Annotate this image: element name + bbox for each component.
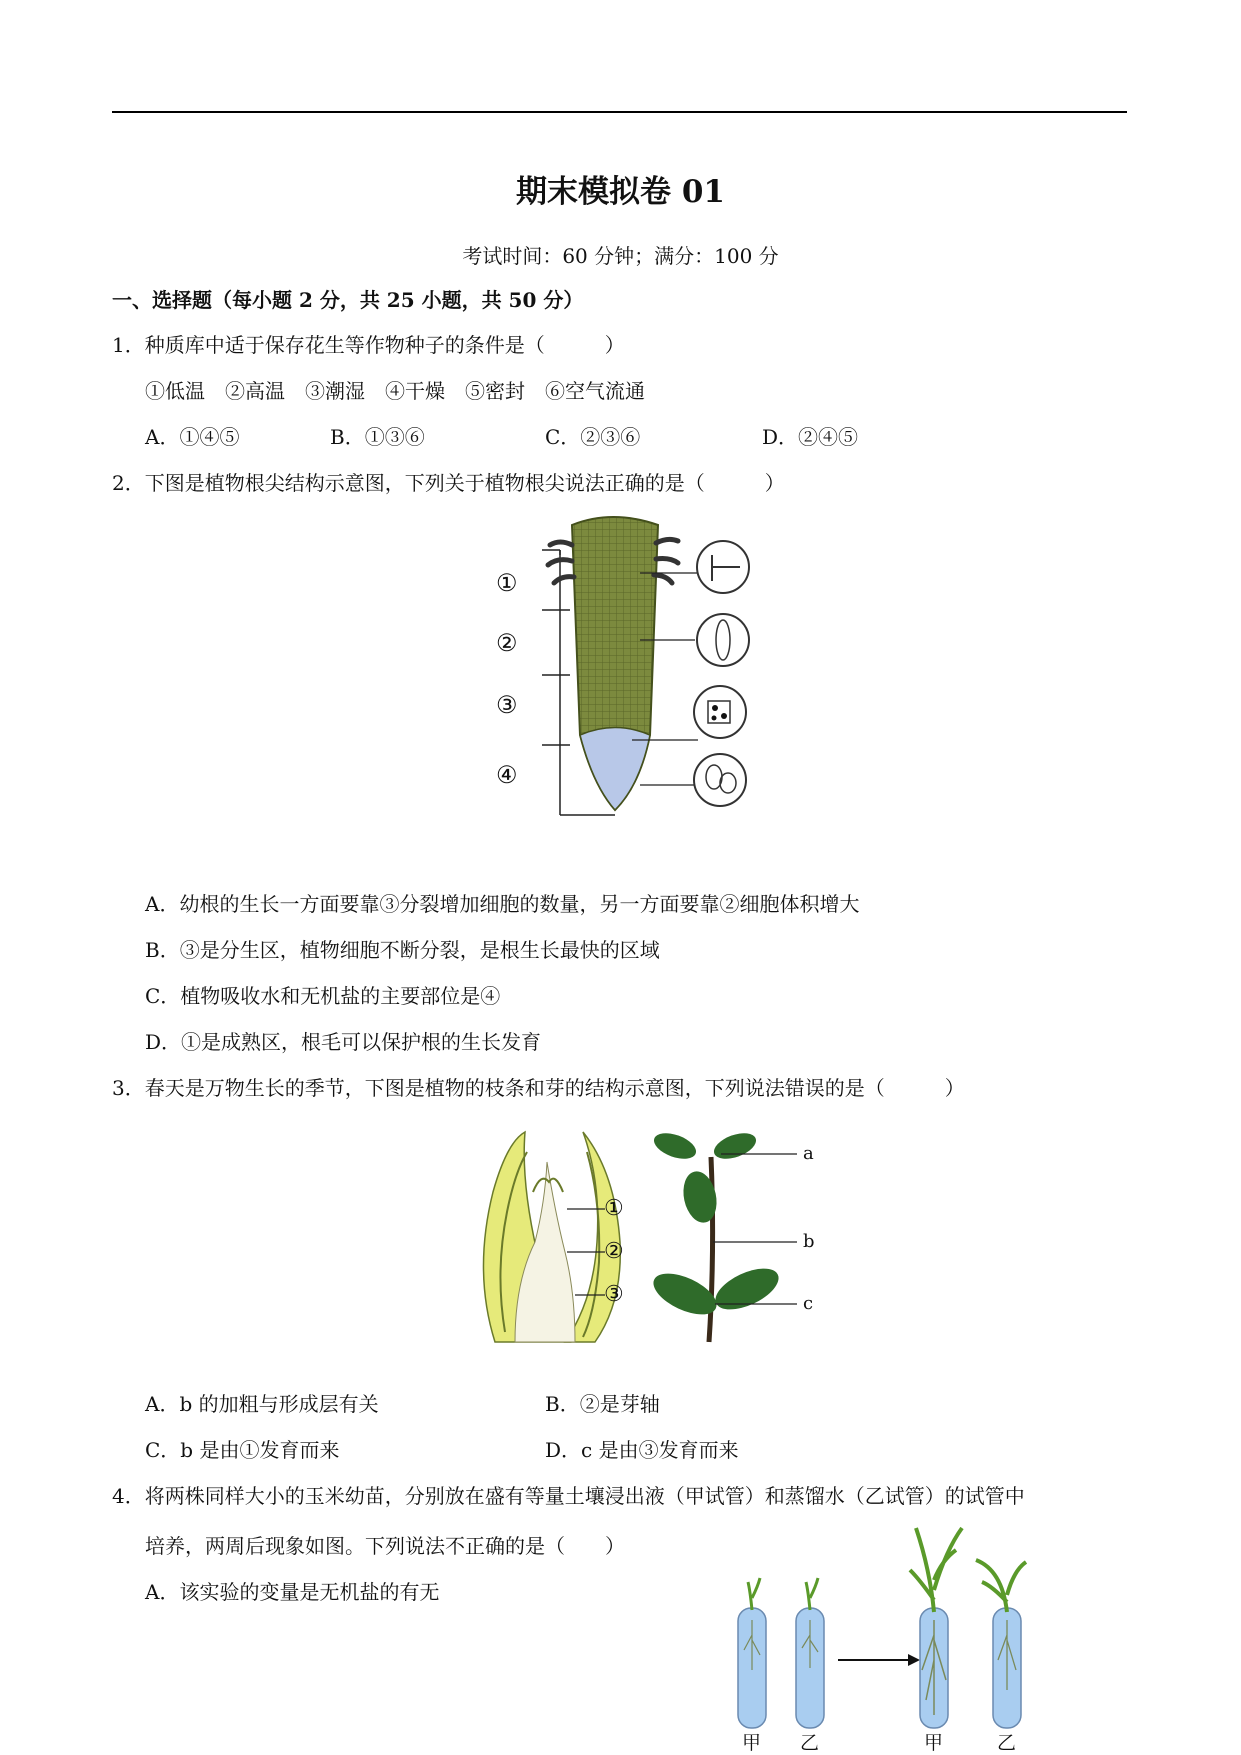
branch-label-a: a	[803, 1143, 814, 1164]
tube-label-1: 甲	[742, 1732, 762, 1754]
tube-label-4: 乙	[997, 1732, 1017, 1754]
q1-option-c[interactable]: C．②③⑥	[545, 425, 641, 449]
page-title: 期末模拟卷 01	[516, 174, 725, 210]
branch-label-b: b	[803, 1231, 815, 1252]
section-heading: 一、选择题（每小题 2 分，共 25 小题，共 50 分）	[112, 288, 584, 312]
q1-option-d[interactable]: D．②④⑤	[762, 425, 859, 449]
q4-stem-line2: 培养，两周后现象如图。下列说法不正确的是（ ）	[145, 1534, 625, 1558]
q2-stem: 2．下图是植物根尖结构示意图，下列关于植物根尖说法正确的是（ ）	[112, 471, 785, 495]
root-tip-figure	[490, 515, 770, 815]
tube-label-2: 乙	[800, 1732, 820, 1754]
root-label-2: ②	[496, 629, 518, 657]
root-label-4: ④	[496, 761, 518, 789]
bud-label-1: ①	[604, 1196, 624, 1221]
q3-stem: 3．春天是万物生长的季节，下图是植物的枝条和芽的结构示意图，下列说法错误的是（ ）	[112, 1076, 965, 1100]
header-rule	[112, 111, 1127, 113]
q3-option-d[interactable]: D．c 是由③发育而来	[545, 1438, 739, 1462]
root-label-1: ①	[496, 569, 518, 597]
bud-label-2: ②	[604, 1239, 624, 1264]
root-label-3: ③	[496, 691, 518, 719]
q1-stem: 1．种质库中适于保存花生等作物种子的条件是（ ）	[112, 333, 625, 357]
exam-info: 考试时间：60 分钟；满分：100 分	[462, 244, 779, 268]
tube-label-3: 甲	[924, 1732, 944, 1754]
branch-figure	[645, 1132, 815, 1347]
seedling-tubes-figure	[730, 1520, 1030, 1752]
q1-option-b[interactable]: B．①③⑥	[330, 425, 425, 449]
q3-option-a[interactable]: A．b 的加粗与形成层有关	[145, 1392, 379, 1416]
q3-option-c[interactable]: C．b 是由①发育而来	[145, 1438, 340, 1462]
q1-option-a[interactable]: A．①④⑤	[145, 425, 240, 449]
q2-option-a[interactable]: A．幼根的生长一方面要靠③分裂增加细胞的数量，另一方面要靠②细胞体积增大	[145, 892, 860, 916]
branch-label-c: c	[803, 1293, 814, 1314]
q4-stem-line1: 4．将两株同样大小的玉米幼苗，分别放在盛有等量土壤浸出液（甲试管）和蒸馏水（乙试管）的试管中	[112, 1484, 1025, 1508]
q2-option-c[interactable]: C．植物吸收水和无机盐的主要部位是④	[145, 984, 501, 1008]
q1-conditions: ①低温 ②高温 ③潮湿 ④干燥 ⑤密封 ⑥空气流通	[145, 379, 645, 403]
q4-option-a[interactable]: A．该实验的变量是无机盐的有无	[145, 1580, 440, 1604]
bud-label-3: ③	[604, 1282, 624, 1307]
q2-option-d[interactable]: D．①是成熟区，根毛可以保护根的生长发育	[145, 1030, 542, 1054]
q2-option-b[interactable]: B．③是分生区，植物细胞不断分裂，是根生长最快的区域	[145, 938, 660, 962]
q3-option-b[interactable]: B．②是芽轴	[545, 1392, 660, 1416]
